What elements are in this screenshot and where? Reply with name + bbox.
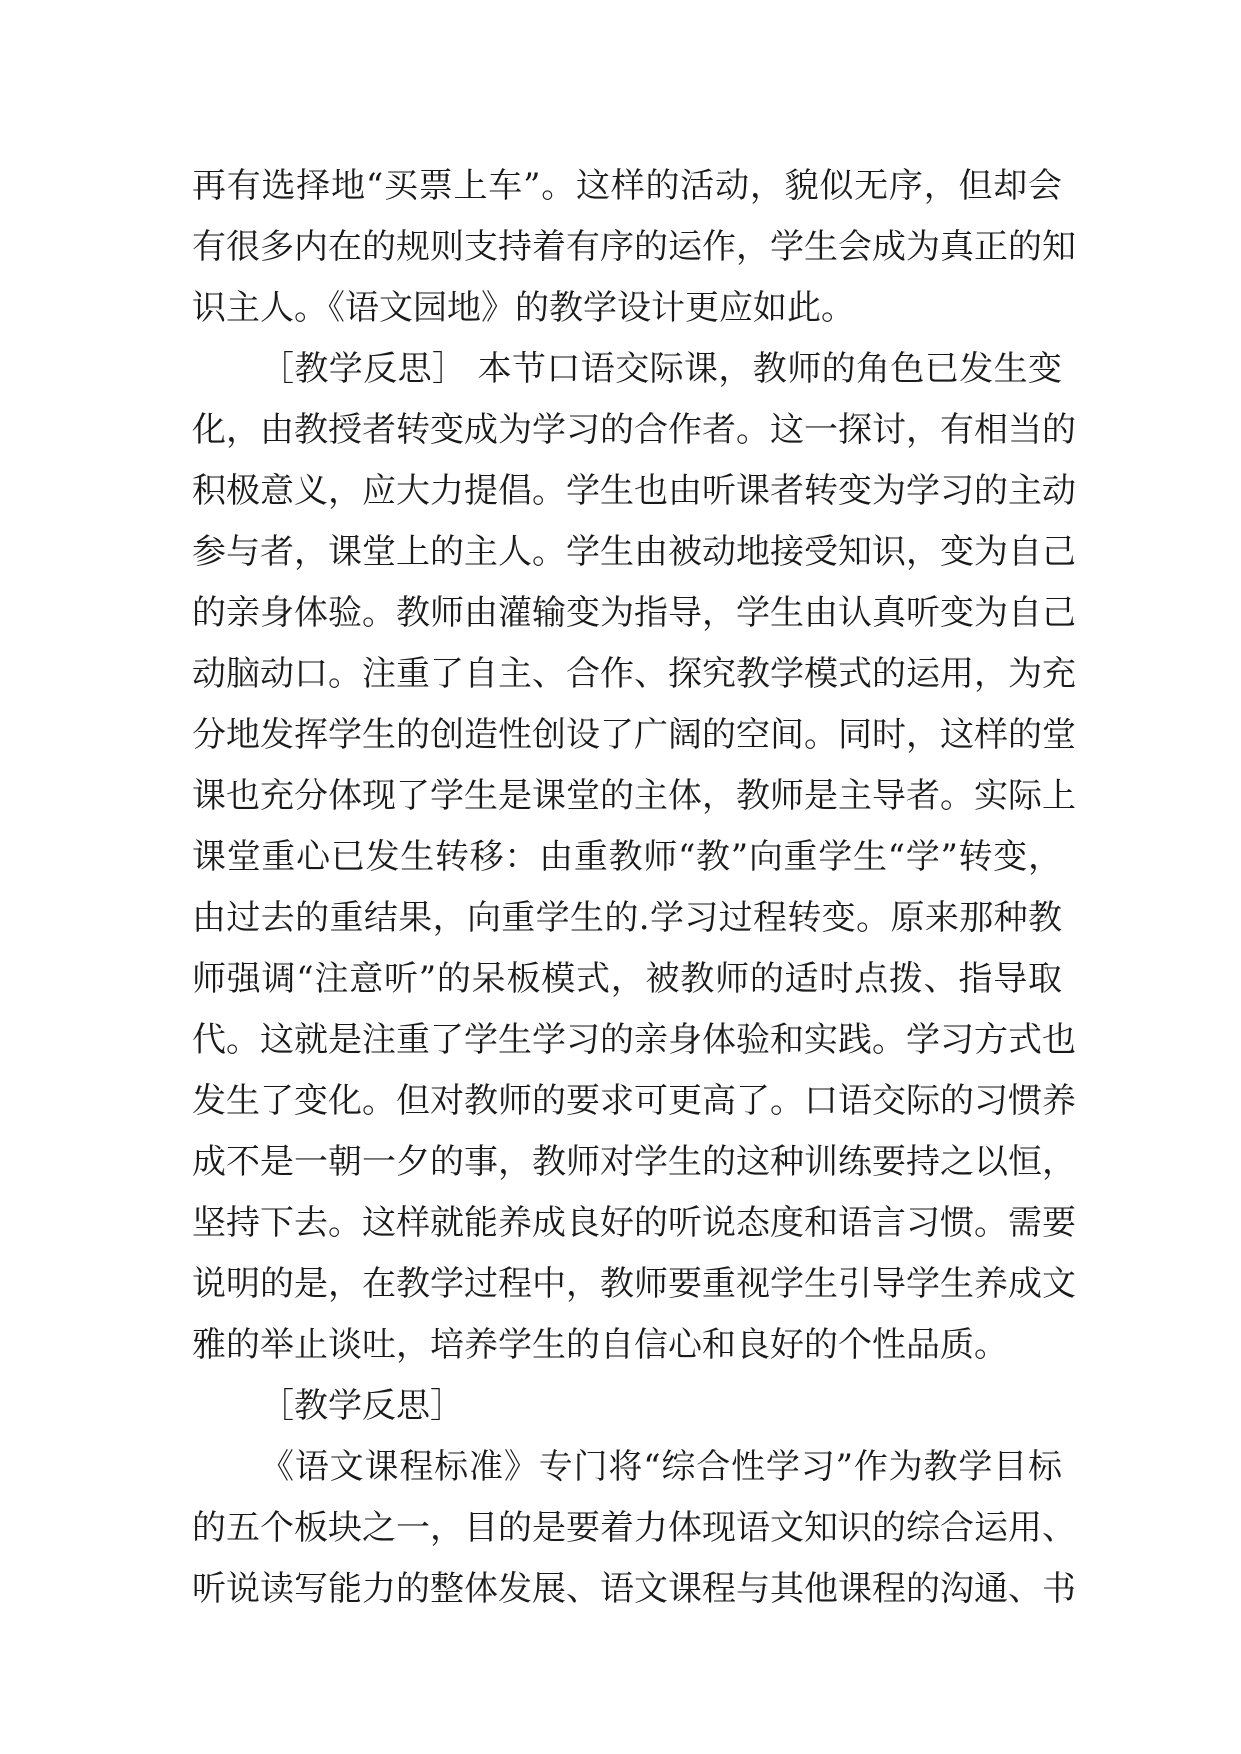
text-line: 坚持下去。这样就能养成良好的听说态度和语言习惯。需要 <box>192 1203 1076 1243</box>
text-line: 有很多内在的规则支持着有序的运作，学生会成为真正的知 <box>192 227 1076 267</box>
section-heading-line: ［教学反思］ 本节口语交际课，教师的角色已发生变 <box>260 349 1062 389</box>
text-line: 听说读写能力的整体发展、语文课程与其他课程的沟通、书 <box>192 1569 1076 1609</box>
section-heading: ［教学反思］ <box>260 1386 464 1426</box>
text-line: 分地发挥学生的创造性创设了广阔的空间。同时，这样的堂 <box>192 715 1076 755</box>
text-line: 说明的是，在教学过程中，教师要重视学生引导学生养成文 <box>192 1264 1076 1304</box>
text-line: 的亲身体验。教师由灌输变为指导，学生由认真听变为自己 <box>192 593 1076 633</box>
text-line: 雅的举止谈吐，培养学生的自信心和良好的个性品质。 <box>192 1325 1008 1365</box>
text-line: 课堂重心已发生转移：由重教师“教”向重学生“学”转变， <box>192 837 1062 877</box>
text-line: 师强调“注意听”的呆板模式，被教师的适时点拨、指导取 <box>192 959 1062 999</box>
text-line: 再有选择地“买票上车”。这样的活动，貌似无序，但却会 <box>192 166 1062 206</box>
text-line: 代。这就是注重了学生学习的亲身体验和实践。学习方式也 <box>192 1020 1076 1060</box>
text-line: 识主人。《语文园地》的教学设计更应如此。 <box>192 288 855 328</box>
text-line: 课也充分体现了学生是课堂的主体，教师是主导者。实际上 <box>192 776 1076 816</box>
text-line: 的五个板块之一，目的是要着力体现语文知识的综合运用、 <box>192 1508 1076 1548</box>
text-line: 发生了变化。但对教师的要求可更高了。口语交际的习惯养 <box>192 1081 1076 1121</box>
document-body <box>192 156 1076 1620</box>
text-line: 《语文课程标准》专门将“综合性学习”作为教学目标 <box>260 1447 1062 1487</box>
text-line: 参与者，课堂上的主人。学生由被动地接受知识，变为自己 <box>192 532 1076 572</box>
text-line: 动脑动口。注重了自主、合作、探究教学模式的运用，为充 <box>192 654 1076 694</box>
text-line: 成不是一朝一夕的事，教师对学生的这种训练要持之以恒， <box>192 1142 1076 1182</box>
text-line: 积极意义，应大力提倡。学生也由听课者转变为学习的主动 <box>192 471 1076 511</box>
text-line: 由过去的重结果，向重学生的.学习过程转变。原来那种教 <box>192 898 1062 938</box>
text-line: 化，由教授者转变成为学习的合作者。这一探讨，有相当的 <box>192 410 1076 450</box>
